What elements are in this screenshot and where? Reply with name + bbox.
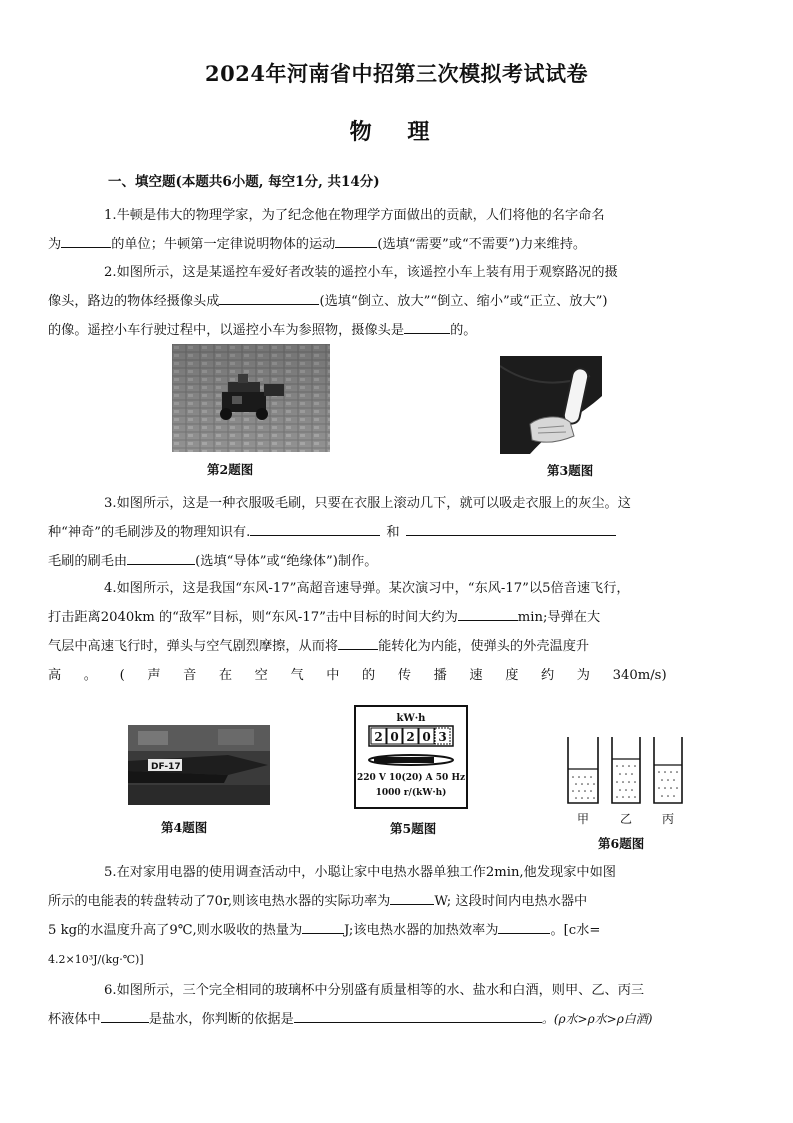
q4-l4a: 高。(声音在空气中的传播速度约为 bbox=[48, 668, 613, 683]
q4-l2b: min;导弹在大 bbox=[517, 610, 601, 625]
q3-and: 和 bbox=[386, 525, 400, 540]
q6-l2b: 是盐水，你判断的依据是 bbox=[148, 1012, 294, 1027]
section-heading: 一、填空题(本题共6小题, 每空1分, 共14分) bbox=[108, 174, 380, 190]
meter-spec-rating: 220 V 10(20) A 50 Hz bbox=[356, 773, 466, 783]
q5-l2a: 所示的电能表的转盘转动了70r,则该电热水器的实际功率为 bbox=[48, 894, 391, 909]
q4-blank-2 bbox=[338, 635, 378, 650]
meter-digit-1: 2 bbox=[374, 730, 383, 744]
subject-title: 物 理 bbox=[349, 119, 444, 145]
fig4-missile-photo bbox=[128, 725, 270, 805]
q4-blank-1 bbox=[458, 606, 518, 621]
fig6-cups bbox=[560, 735, 690, 829]
q6-blank-2 bbox=[294, 1008, 542, 1023]
q4-line1: 4.如图所示，这是我国“东风-17”高超音速导弹。某次演习中，“东风-17”以5倍音速飞行， bbox=[104, 581, 630, 596]
meter-digit-4: 0 bbox=[422, 730, 431, 744]
q3-l2a: 种“神奇”的毛刷涉及的物理知识有. bbox=[48, 525, 251, 540]
q1-prefix: 为 bbox=[48, 237, 62, 252]
question-1 bbox=[48, 201, 728, 259]
fig2-caption: 第2题图 bbox=[207, 462, 254, 477]
q2-blank-2 bbox=[404, 319, 450, 334]
q1-end: (选填“需要”或“不需要”)力来维持。 bbox=[377, 237, 587, 252]
q6-l2a: 杯液体中 bbox=[48, 1012, 101, 1027]
q5-l3a: 5 kg的水温度升高了9℃,则水吸收的热量为 bbox=[48, 923, 303, 938]
meter-digit-2: 0 bbox=[390, 730, 399, 744]
q4-l3b: 能转化为内能，使弹头的外壳温度升 bbox=[378, 639, 590, 654]
question-5 bbox=[48, 858, 728, 974]
q5-blank-3 bbox=[498, 919, 550, 934]
q6-line1: 6.如图所示，三个完全相同的玻璃杯中分别盛有质量相等的水、盐水和白酒，则甲、乙、丙三 bbox=[104, 983, 645, 998]
q3-l3a: 毛刷的刷毛由 bbox=[48, 554, 128, 569]
q1-blank-2 bbox=[335, 233, 377, 248]
meter-unit-label: kW·h bbox=[396, 713, 426, 724]
exam-title: 2024年河南省中招第三次模拟考试试卷 bbox=[205, 61, 588, 86]
question-6 bbox=[48, 976, 728, 1034]
meter-digit-3: 2 bbox=[406, 730, 415, 744]
q6-l2c: 。(ρ水>ρ水>ρ白酒) bbox=[541, 1012, 653, 1026]
q4-l2a: 打击距离2040km 的“敌军”目标，则“东风-17”击中目标的时间大约为 bbox=[48, 610, 458, 625]
q5-l2b: W; 这段时间内电热水器中 bbox=[434, 894, 588, 909]
q5-blank-2 bbox=[302, 919, 344, 934]
question-2 bbox=[48, 258, 728, 345]
q2-l3a: 的像。遥控小车行驶过程中，以遥控小车为参照物，摄像头是 bbox=[48, 323, 405, 338]
q3-line1: 3.如图所示，这是一种衣服吸毛刷，只要在衣服上滚动几下，就可以吸走衣服上的灰尘。这 bbox=[104, 496, 631, 511]
q5-l4: 4.2×10³J/(kg·℃)] bbox=[48, 953, 144, 966]
q1-mid: 的单位；牛顿第一定律说明物体的运动 bbox=[111, 237, 336, 252]
q3-l3b: (选填“导体”或“绝缘体”)制作。 bbox=[195, 554, 378, 569]
fig3-caption: 第3题图 bbox=[547, 463, 594, 478]
cup-label-bing: 丙 bbox=[661, 812, 675, 826]
question-3 bbox=[48, 489, 728, 576]
q2-l2a: 像头，路边的物体经摄像头成 bbox=[48, 294, 220, 309]
q2-l3b: 的。 bbox=[450, 323, 477, 338]
q1-line1: 1.牛顿是伟大的物理学家，为了纪念他在物理学方面做出的贡献，人们将他的名字命名 bbox=[104, 208, 605, 223]
meter-spec-revs: 1000 r/(kW·h) bbox=[375, 788, 447, 798]
q4-l4b: 340m/s) bbox=[612, 668, 667, 683]
fig5-electricity-meter bbox=[354, 705, 468, 809]
question-4 bbox=[48, 574, 728, 690]
cup-label-yi: 乙 bbox=[619, 812, 633, 826]
q6-blank-1 bbox=[101, 1008, 149, 1023]
fig4-missile-label: DF-17 bbox=[151, 762, 181, 772]
meter-digit-5: 3 bbox=[438, 730, 447, 744]
fig4-caption: 第4题图 bbox=[161, 820, 208, 835]
fig3-brush-photo bbox=[500, 356, 602, 454]
q1-blank-1 bbox=[61, 233, 111, 248]
cup-label-jia: 甲 bbox=[576, 812, 590, 826]
q5-l3c: 。[c水= bbox=[550, 923, 601, 938]
fig6-caption: 第6题图 bbox=[598, 836, 645, 851]
q2-l2b: (选填“倒立、放大”“倒立、缩小”或“正立、放大”) bbox=[319, 294, 608, 309]
q4-l3a: 气层中高速飞行时，弹头与空气剧烈摩擦，从而将 bbox=[48, 639, 339, 654]
q2-blank-1 bbox=[219, 290, 319, 305]
fig2-car-photo bbox=[172, 344, 330, 452]
q3-blank-2 bbox=[406, 521, 616, 536]
q5-l3b: J;该电热水器的加热效率为 bbox=[344, 923, 499, 938]
q2-line1: 2.如图所示，这是某遥控车爱好者改装的遥控小车，该遥控小车上装有用于观察路况的摄 bbox=[104, 265, 618, 280]
q5-blank-1 bbox=[390, 890, 434, 905]
q5-line1: 5.在对家用电器的使用调查活动中，小聪让家中电热水器单独工作2min,他发现家中如图 bbox=[104, 865, 616, 880]
q3-blank-3 bbox=[127, 550, 195, 565]
q3-blank-1 bbox=[250, 521, 380, 536]
fig5-caption: 第5题图 bbox=[390, 821, 437, 836]
